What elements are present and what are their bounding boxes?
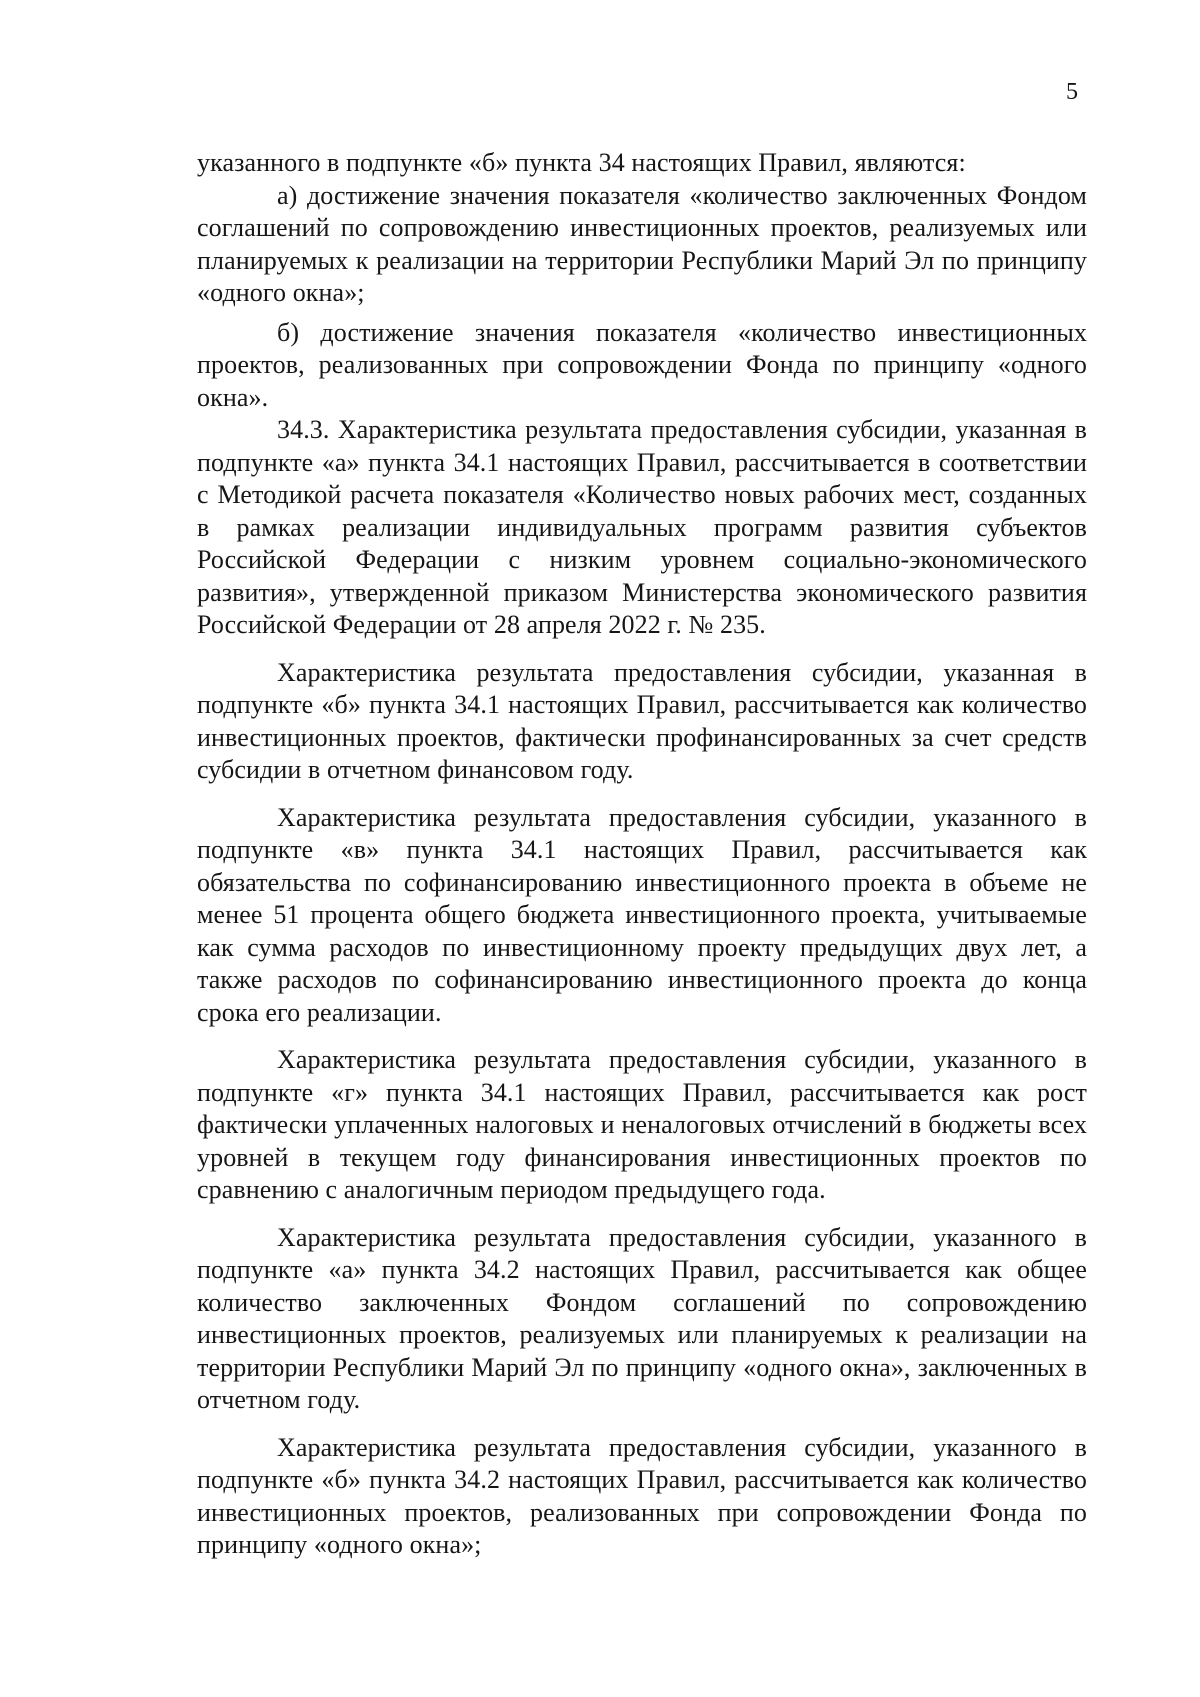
paragraph-item-b: б) достижение значения показателя «количество инвестиционных проектов, реализованных при сопровождении Фонда по принципу «одного окна». [197, 317, 1087, 412]
paragraph-characteristic-34-2-b: Характеристика результата предоставления субсидии, указанного в подпункте «б» пункта 34.2 настоящих Правил, рассчитывается как количество инвестиционных проектов, реализованных при сопровождении Фонда по принципу «одного окна»; [197, 1432, 1087, 1559]
paragraph-characteristic-34-1-b: Характеристика результата предоставления субсидии, указанная в подпункте «б» пункта 34.1 настоящих Правил, рассчитывается как количество инвестиционных проектов, фактически профинансированных за счет средств субсидии в отчетном финансовом году. [197, 657, 1087, 784]
paragraph-characteristic-34-1-v: Характеристика результата предоставления субсидии, указанного в подпункте «в» пункта 34.1 настоящих Правил, рассчитывается как обязательства по софинансированию инвестиционного проекта в объеме не менее 51 процента общего бюджета инвестиционного проекта, учитываемые как сумма расходов по инвестиционному проекту предыдущих двух лет, а также расходов по софинансированию инвестиционного проекта до конца срока его реализации. [197, 802, 1087, 1027]
paragraph-characteristic-34-2-a: Характеристика результата предоставления субсидии, указанного в подпункте «а» пункта 34.2 настоящих Правил, рассчитывается как общее количество заключенных Фондом соглашений по сопровождению инвестиционных проектов, реализуемых или планируемых к реализации на территории Республики Марий Эл по принципу «одного окна», заключенных в отчетном году. [197, 1222, 1087, 1414]
paragraph-characteristic-34-1-g: Характеристика результата предоставления субсидии, указанного в подпункте «г» пункта 34.1 настоящих Правил, рассчитывается как рост фактически уплаченных налоговых и неналоговых отчислений в бюджеты всех уровней в текущем году финансирования инвестиционных проектов по сравнению с аналогичным периодом предыдущего года. [197, 1045, 1087, 1204]
paragraph-34-3: 34.3. Характеристика результата предоставления субсидии, указанная в подпункте «а» пункта 34.1 настоящих Правил, рассчитывается в соответствии с Методикой расчета показателя «Количество новых рабочих мест, созданных в рамках реализации индивидуальных программ развития субъектов Российской Федерации с низким уровнем социально-экономического развития», утвержденной приказом Министерства экономического развития Российской Федерации от 28 апреля 2022 г. № 235. [197, 415, 1087, 639]
document-body [197, 147, 1087, 1562]
paragraph-continuation: указанного в подпункте «б» пункта 34 настоящих Правил, являются: [197, 148, 966, 177]
paragraph-item-a: а) достижение значения показателя «количество заключенных Фондом соглашений по сопровождению инвестиционных проектов, реализуемых или планируемых к реализации на территории Республики Марий Эл по принципу «одного окна»; [197, 180, 1087, 307]
page-number: 5 [1066, 79, 1078, 105]
